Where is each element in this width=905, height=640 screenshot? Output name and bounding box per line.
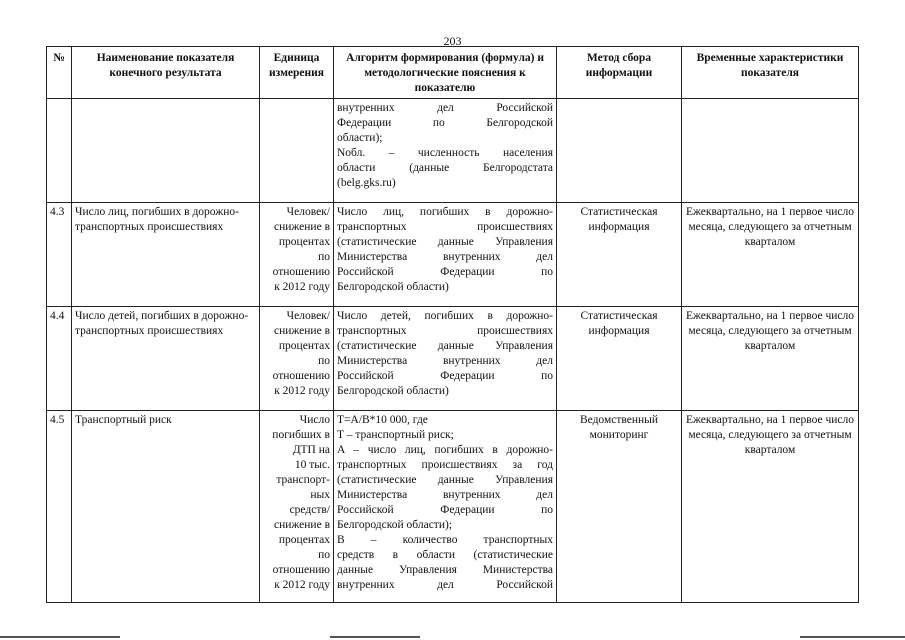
- algorithm-line: (статистические данные Управления: [337, 340, 553, 352]
- algorithm-cell: [334, 307, 557, 411]
- algorithm-line: (статистические данные Управления: [337, 236, 553, 248]
- algorithm-line: Министерства внутренних дел: [337, 489, 553, 501]
- unit-line: Человек/: [286, 310, 330, 322]
- time-characteristics: [682, 99, 859, 203]
- header-number: №: [47, 47, 72, 99]
- header-time-characteristics: Временные характеристики показателя: [682, 47, 859, 99]
- algorithm-cell: [334, 411, 557, 603]
- algorithm-line: транспортных происшествиях: [337, 325, 553, 337]
- algorithm-line: (belg.gks.ru): [337, 177, 396, 189]
- algorithm-line: области (данные Белгородстата: [337, 162, 553, 174]
- algorithm-line: внутренних дел Российской: [337, 579, 553, 591]
- unit-line: погибших в: [272, 429, 330, 441]
- algorithm-line: Белгородской области);: [337, 519, 452, 531]
- algorithm-line: внутренних дел Российской: [337, 102, 553, 114]
- algorithm-line: Российской Федерации по: [337, 266, 553, 278]
- unit-line: 10 тыс.: [294, 459, 330, 471]
- time-characteristics: Ежеквартально, на 1 первое число месяца, следующего за отчетным кварталом: [682, 203, 859, 307]
- unit-line: Человек/: [286, 206, 330, 218]
- table-row: [47, 307, 859, 411]
- collection-method: Статистическая информация: [557, 307, 682, 411]
- table-row: [47, 203, 859, 307]
- scan-artifact-line: [800, 636, 905, 638]
- unit-line: Число: [299, 414, 330, 426]
- unit-line: снижение в: [273, 325, 330, 337]
- collection-method: Ведомственный мониторинг: [557, 411, 682, 603]
- unit-line: отношению: [272, 266, 330, 278]
- unit-line: средств/: [289, 504, 330, 516]
- scan-artifact-line: [330, 636, 420, 638]
- header-algorithm: Алгоритм формирования (формула) и методологические пояснения к показателю: [334, 47, 557, 99]
- unit-line: к 2012 году: [274, 579, 330, 591]
- table-row: [47, 411, 859, 603]
- indicators-table: [46, 46, 859, 603]
- unit-line: к 2012 году: [274, 385, 330, 397]
- algorithm-line: Nобл. – численность населения: [337, 147, 553, 159]
- table-row: [47, 99, 859, 203]
- indicator-name: Транспортный риск: [72, 411, 260, 603]
- algorithm-line: (статистические данные Управления: [337, 474, 553, 486]
- algorithm-line: Министерства внутренних дел: [337, 251, 553, 263]
- unit-line: процентах: [278, 534, 330, 546]
- table-header-row: [47, 47, 859, 99]
- indicator-name: Число лиц, погибших в дорожно-транспортных происшествиях: [72, 203, 260, 307]
- unit-line: по: [318, 251, 330, 263]
- algorithm-line: T=A/B*10 000, где: [337, 414, 428, 426]
- algorithm-line: B – количество транспортных: [337, 534, 553, 546]
- algorithm-line: T – транспортный риск;: [337, 429, 454, 441]
- algorithm-line: транспортных происшествиях за год: [337, 459, 553, 471]
- page-number: 203: [443, 34, 462, 48]
- unit-cell: [260, 411, 334, 603]
- unit-line: снижение в: [273, 519, 330, 531]
- unit-line: к 2012 году: [274, 281, 330, 293]
- row-number: [47, 99, 72, 203]
- algorithm-line: Белгородской области): [337, 385, 449, 397]
- unit-cell: [260, 307, 334, 411]
- indicator-name: Число детей, погибших в дорожно-транспортных происшествиях: [72, 307, 260, 411]
- time-characteristics: Ежеквартально, на 1 первое число месяца, следующего за отчетным кварталом: [682, 307, 859, 411]
- algorithm-line: данные Управления Министерства: [337, 564, 553, 576]
- unit-line: ных: [310, 489, 330, 501]
- algorithm-cell: [334, 99, 557, 203]
- unit-line: процентах: [278, 236, 330, 248]
- algorithm-line: A – число лиц, погибших в дорожно-: [337, 444, 553, 456]
- unit-line: ДТП на: [292, 444, 330, 456]
- header-unit: Единица измерения: [260, 47, 334, 99]
- collection-method: [557, 99, 682, 203]
- unit-line: по: [318, 355, 330, 367]
- algorithm-cell: [334, 203, 557, 307]
- header-collection-method: Метод сбора информации: [557, 47, 682, 99]
- algorithm-line: Российской Федерации по: [337, 504, 553, 516]
- algorithm-line: области);: [337, 132, 383, 144]
- algorithm-line: Министерства внутренних дел: [337, 355, 553, 367]
- unit-cell: [260, 99, 334, 203]
- unit-line: по: [318, 549, 330, 561]
- unit-line: транспорт-: [276, 474, 330, 486]
- row-number: 4.3: [47, 203, 72, 307]
- header-indicator-name: Наименование показателя конечного результата: [72, 47, 260, 99]
- unit-line: отношению: [272, 370, 330, 382]
- algorithm-line: Число лиц, погибших в дорожно-: [337, 206, 553, 218]
- collection-method: Статистическая информация: [557, 203, 682, 307]
- algorithm-line: Число детей, погибших в дорожно-: [337, 310, 553, 322]
- time-characteristics: Ежеквартально, на 1 первое число месяца, следующего за отчетным кварталом: [682, 411, 859, 603]
- scan-artifact-line: [0, 636, 120, 638]
- unit-line: снижение в: [273, 221, 330, 233]
- unit-line: процентах: [278, 340, 330, 352]
- row-number: 4.4: [47, 307, 72, 411]
- indicator-name: [72, 99, 260, 203]
- row-number: 4.5: [47, 411, 72, 603]
- algorithm-line: транспортных происшествиях: [337, 221, 553, 233]
- algorithm-line: Российской Федерации по: [337, 370, 553, 382]
- unit-cell: [260, 203, 334, 307]
- unit-line: отношению: [272, 564, 330, 576]
- algorithm-line: Белгородской области): [337, 281, 449, 293]
- algorithm-line: Федерации по Белгородской: [337, 117, 553, 129]
- algorithm-line: средств в области (статистические: [337, 549, 553, 561]
